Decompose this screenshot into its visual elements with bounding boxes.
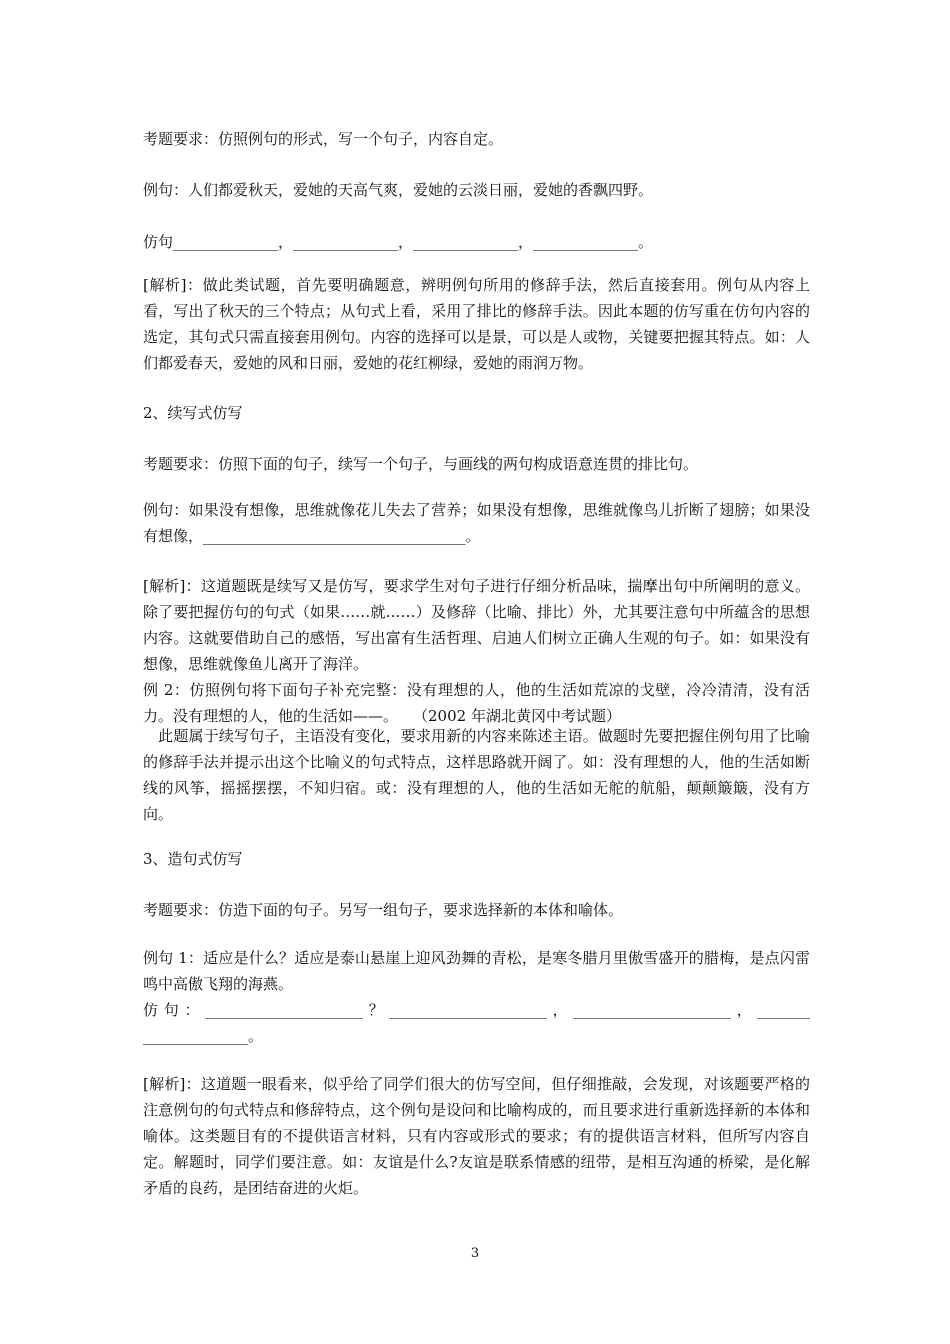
question-requirement-3: 考题要求：仿造下面的句子。另写一组句子，要求选择新的本体和喻体。	[143, 901, 624, 919]
section-heading-3: 3、造句式仿写	[143, 850, 243, 868]
analysis-3: [解析]：这道题一眼看来，似乎给了同学们很大的仿写空间，但仔细推敲，会发现，对该题要严格的注意例句的句式特点和修辞特点，这个例句是设问和比喻构成的，而且要求进行重新选择新的本体和喻体。这类题目有的不提供语言材料，只有内容或形式的要求；有的提供语言材料，但所写内容自定。解题时，同学们要注意。如：友谊是什么?友谊是联系情感的纽带，是相互沟通的桥梁，是化解矛盾的良药，是团结奋进的火炬。	[143, 1075, 810, 1197]
section-heading-2: 2、续写式仿写	[143, 404, 243, 422]
question-requirement-2: 考题要求：仿照下面的句子，续写一个句子，与画线的两句构成语意连贯的排比句。	[143, 455, 699, 473]
imitation-blank-3: 仿句：_____________________？_____________________，_____________________，_______ ______________。	[143, 1001, 810, 1045]
page-number: 3	[470, 1246, 480, 1261]
example-2: 例 2：仿照例句将下面句子补充完整：没有理想的人，他的生活如荒凉的戈壁，冷冷清清，没有活力。没有理想的人，他的生活如——。 （2002 年湖北黄冈中考试题）	[143, 681, 810, 725]
question-requirement-1: 考题要求：仿照例句的形式，写一个句子，内容自定。	[143, 130, 504, 148]
analysis-2: [解析]：这道题既是续写又是仿写，要求学生对句子进行仔细分析品味，揣摩出句中所阐明的意义。除了要把握仿句的句式（如果……就……）及修辞（比喻、排比）外，尤其要注意句中所蕴含的思想内容。这就要借助自己的感悟，写出富有生活哲理、启迪人们树立正确人生观的句子。如：如果没有想像，思维就像鱼儿离开了海洋。	[143, 577, 810, 673]
example-sentence-3: 例句 1：适应是什么？适应是泰山悬崖上迎风劲舞的青松，是寒冬腊月里傲雪盛开的腊梅，是点闪雷鸣中高傲飞翔的海燕。	[143, 949, 810, 993]
example-sentence-2: 例句：如果没有想像，思维就像花儿失去了营养；如果没有想像，思维就像鸟儿折断了翅膀；如果没有想像，___________________________________。	[143, 501, 810, 545]
example-sentence-1: 例句：人们都爱秋天，爱她的天高气爽，爱她的云淡日丽，爱她的香飘四野。	[143, 181, 654, 199]
imitation-blank-1: 仿句______________，______________，______________，______________。	[143, 233, 654, 251]
analysis-1: [解析]：做此类试题，首先要明确题意，辨明例句所用的修辞手法，然后直接套用。例句从内容上看，写出了秋天的三个特点；从句式上看，采用了排比的修辞手法。因此本题的仿写重在仿句内容的选定，其句式只需直接套用例句。内容的选择可以是景，可以是人或物，关键要把握其特点。如：人们都爱春天，爱她的风和日丽，爱她的花红柳绿，爱她的雨润万物。	[143, 276, 810, 372]
analysis-example-2: 此题属于续写句子，主语没有变化，要求用新的内容来陈述主语。做题时先要把握住例句用了比喻的修辞手法并提示出这个比喻义的句式特点，这样思路就开阔了。如：没有理想的人，他的生活如断线的风筝，摇摇摆摆，不知归宿。或：没有理想的人，他的生活如无舵的航船，颠颠簸簸，没有方向。	[143, 727, 810, 823]
